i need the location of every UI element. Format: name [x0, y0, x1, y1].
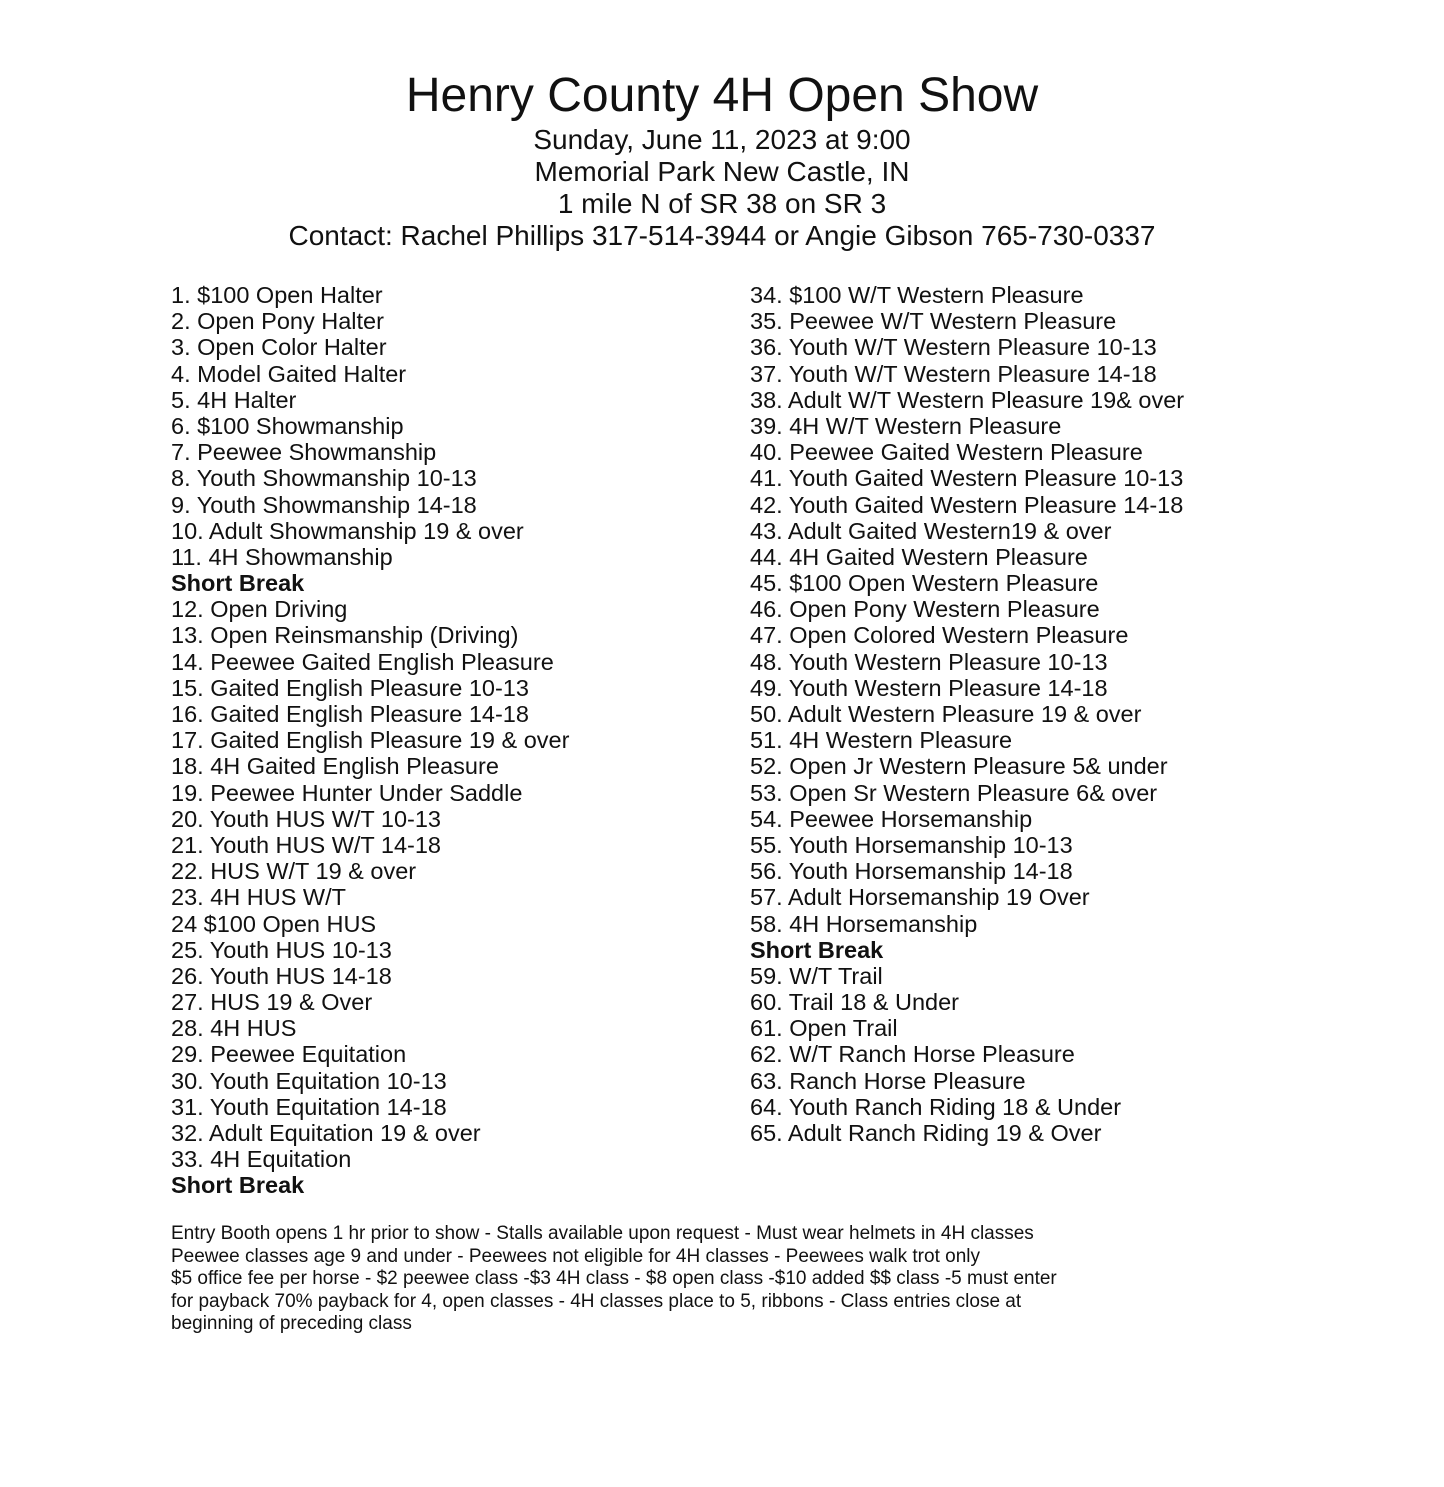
class-list-item: 5. 4H Halter	[171, 386, 297, 413]
class-list-item: 32. Adult Equitation 19 & over	[171, 1120, 481, 1146]
show-directions: 1 mile N of SR 38 on SR 3	[557, 188, 887, 219]
class-list-item: 54. Peewee Horsemanship	[750, 805, 1033, 832]
class-list-item: 20. Youth HUS W/T 10-13	[171, 805, 441, 832]
class-list-item: 21. Youth HUS W/T 14-18	[171, 831, 441, 858]
class-list-item: 47. Open Colored Western Pleasure	[750, 622, 1129, 649]
class-list-item: 51. 4H Western Pleasure	[750, 727, 1013, 754]
class-list-item: 2. Open Pony Halter	[171, 308, 384, 335]
class-list-left	[171, 282, 569, 1199]
class-list-item: 11. 4H Showmanship	[171, 543, 393, 570]
class-list-item: 64. Youth Ranch Riding 18 & Under	[750, 1093, 1122, 1120]
class-list-item: 39. 4H W/T Western Pleasure	[750, 412, 1062, 439]
show-contact: Contact: Rachel Phillips 317-514-3944 or Angie Gibson 765-730-0337	[288, 220, 1156, 251]
class-list-item: 26. Youth HUS 14-18	[171, 962, 392, 989]
page-title: Henry County 4H Open Show	[405, 69, 1039, 122]
class-list-item: 61. Open Trail	[750, 1015, 898, 1042]
class-list-item: 65. Adult Ranch Riding 19 & Over	[750, 1120, 1102, 1146]
class-list-item: 7. Peewee Showmanship	[171, 439, 437, 466]
class-list-item: 49. Youth Western Pleasure 14-18	[750, 674, 1108, 701]
class-list-item: 60. Trail 18 & Under	[750, 989, 959, 1016]
class-list-item: 50. Adult Western Pleasure 19 & over	[750, 701, 1142, 727]
show-header	[0, 68, 1444, 252]
class-list-item: 4. Model Gaited Halter	[171, 360, 407, 387]
note-line: beginning of preceding class	[171, 1313, 412, 1335]
short-break-label: Short Break	[750, 936, 884, 963]
class-list-item: 16. Gaited English Pleasure 14-18	[171, 701, 529, 727]
class-list-item: 6. $100 Showmanship	[171, 412, 404, 439]
show-location: Memorial Park New Castle, IN	[534, 156, 910, 187]
class-list-item: 42. Youth Gaited Western Pleasure 14-18	[750, 491, 1184, 518]
class-list-item: 8. Youth Showmanship 10-13	[171, 465, 477, 492]
class-list-item: 62. W/T Ranch Horse Pleasure	[750, 1041, 1075, 1068]
class-list-item: 19. Peewee Hunter Under Saddle	[171, 779, 523, 806]
class-list-item: 29. Peewee Equitation	[171, 1041, 407, 1068]
class-list-item: 59. W/T Trail	[750, 962, 883, 989]
short-break-label: Short Break	[171, 570, 305, 597]
class-list-item: 22. HUS W/T 19 & over	[171, 858, 417, 885]
class-list-item: 44. 4H Gaited Western Pleasure	[750, 543, 1088, 570]
class-list-item: 15. Gaited English Pleasure 10-13	[171, 674, 529, 701]
class-list-item: 36. Youth W/T Western Pleasure 10-13	[750, 334, 1157, 361]
class-list-right	[750, 282, 1184, 1146]
class-list-item: 13. Open Reinsmanship (Driving)	[171, 622, 519, 649]
note-line: $5 office fee per horse - $2 peewee class -$3 4H class - $8 open class -$10 added $$ class -5 must enter	[171, 1268, 1057, 1290]
class-list-item: 9. Youth Showmanship 14-18	[171, 491, 477, 518]
class-list-item: 18. 4H Gaited English Pleasure	[171, 753, 499, 780]
class-list-item: 30. Youth Equitation 10-13	[171, 1067, 447, 1094]
class-list-item: 41. Youth Gaited Western Pleasure 10-13	[750, 465, 1184, 492]
show-date: Sunday, June 11, 2023 at 9:00	[533, 124, 911, 155]
class-list-item: 17. Gaited English Pleasure 19 & over	[171, 727, 570, 754]
class-list-item: 53. Open Sr Western Pleasure 6& over	[750, 779, 1158, 806]
class-list-item: 55. Youth Horsemanship 10-13	[750, 831, 1073, 858]
class-list-item: 24 $100 Open HUS	[171, 910, 377, 937]
class-list-item: 34. $100 W/T Western Pleasure	[750, 282, 1084, 308]
class-list-item: 1. $100 Open Halter	[171, 282, 383, 308]
class-list-item: 3. Open Color Halter	[171, 334, 387, 361]
class-list-item: 35. Peewee W/T Western Pleasure	[750, 308, 1117, 335]
class-list-item: 56. Youth Horsemanship 14-18	[750, 858, 1073, 885]
class-list-item: 23. 4H HUS W/T	[171, 884, 346, 911]
class-list-item: 37. Youth W/T Western Pleasure 14-18	[750, 360, 1157, 387]
class-list-item: 14. Peewee Gaited English Pleasure	[171, 648, 554, 675]
note-line: Entry Booth opens 1 hr prior to show - Stalls available upon request - Must wear helmets in 4H classes	[171, 1223, 1034, 1244]
class-list-item: 57. Adult Horsemanship 19 Over	[750, 884, 1090, 911]
show-notes	[171, 1223, 1291, 1336]
class-list-item: 48. Youth Western Pleasure 10-13	[750, 648, 1108, 675]
class-list-item: 40. Peewee Gaited Western Pleasure	[750, 439, 1143, 466]
class-list-item: 63. Ranch Horse Pleasure	[750, 1067, 1026, 1094]
class-list-item: 38. Adult W/T Western Pleasure 19& over	[750, 386, 1185, 413]
class-list-item: 58. 4H Horsemanship	[750, 910, 978, 937]
short-break-label: Short Break	[171, 1172, 305, 1199]
class-list-item: 43. Adult Gaited Western19 & over	[750, 517, 1112, 544]
class-list-item: 46. Open Pony Western Pleasure	[750, 596, 1100, 623]
class-list-item: 45. $100 Open Western Pleasure	[750, 570, 1099, 597]
class-list-item: 12. Open Driving	[171, 596, 348, 623]
note-line: Peewee classes age 9 and under - Peewees not eligible for 4H classes - Peewees walk trot only	[171, 1245, 980, 1267]
class-list-item: 27. HUS 19 & Over	[171, 989, 373, 1016]
class-list-item: 25. Youth HUS 10-13	[171, 936, 392, 963]
class-list-item: 52. Open Jr Western Pleasure 5& under	[750, 753, 1168, 780]
note-line: for payback 70% payback for 4, open classes - 4H classes place to 5, ribbons - Class entries close at	[171, 1290, 1022, 1312]
class-list-item: 10. Adult Showmanship 19 & over	[171, 517, 524, 544]
class-list-item: 28. 4H HUS	[171, 1015, 297, 1042]
class-list-item: 31. Youth Equitation 14-18	[171, 1093, 447, 1120]
class-list-item: 33. 4H Equitation	[171, 1146, 352, 1173]
